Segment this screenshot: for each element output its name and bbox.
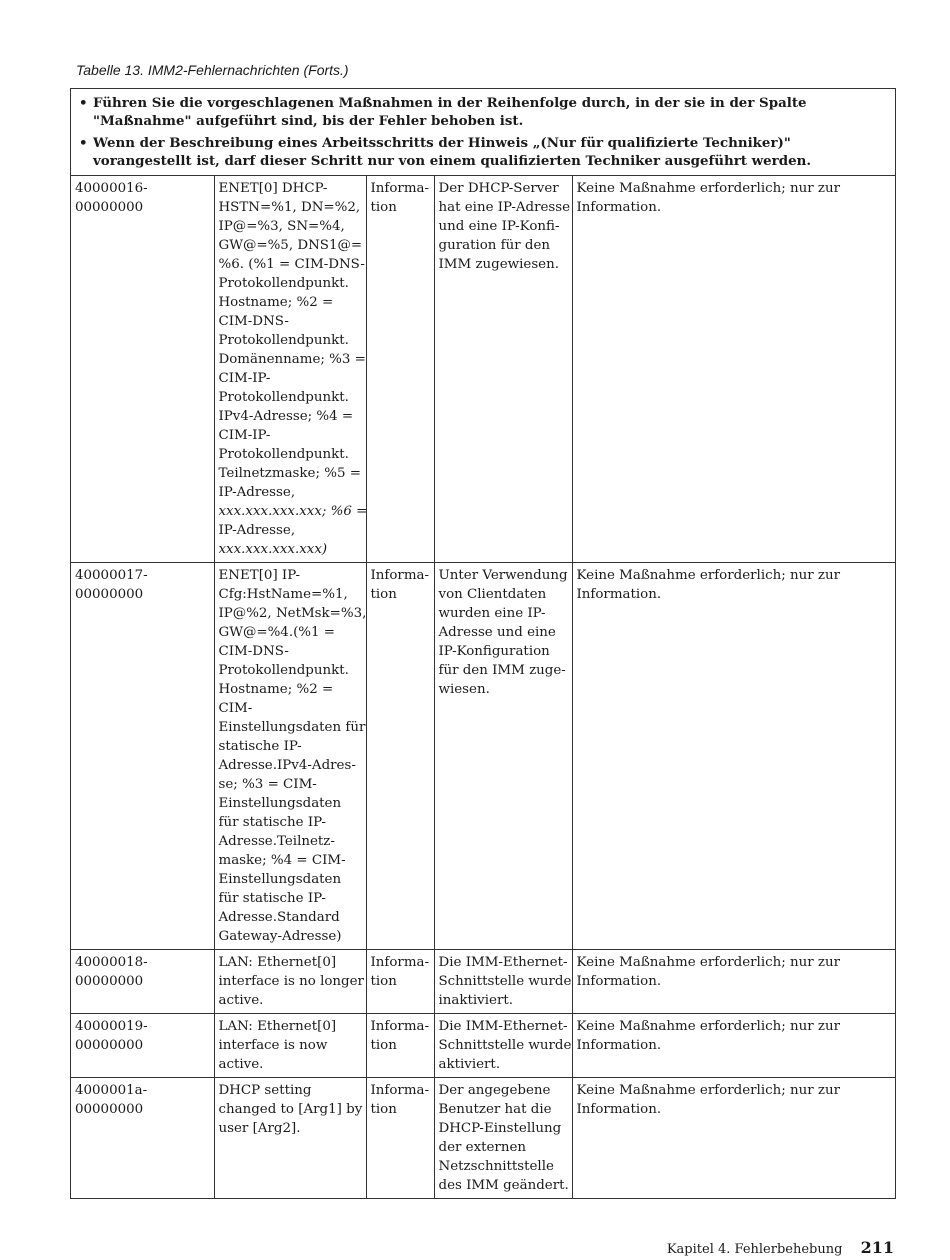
message-line: IP-Adresse,	[218, 485, 296, 500]
severity-line: Informa-	[370, 181, 430, 196]
message-line: GW@=%5, DNS1@=	[218, 238, 363, 253]
message-id-cell	[71, 950, 214, 1014]
action-cell	[572, 1014, 895, 1078]
description-cell	[434, 176, 572, 563]
message-line: für statische IP-	[218, 891, 326, 906]
description-line: Netzschnittstelle	[438, 1159, 554, 1174]
message-line: HSTN=%1, DN=%2,	[218, 200, 361, 215]
message-line: Domänenname; %3 =	[218, 352, 366, 367]
message-line: active.	[218, 1057, 264, 1072]
description-line: des IMM geändert.	[438, 1178, 569, 1193]
severity-cell	[366, 950, 434, 1014]
message-line: LAN: Ethernet[0]	[218, 955, 337, 970]
action-text: Keine Maßnahme erforderlich; nur zur Information.	[576, 181, 840, 215]
severity-line: tion	[370, 200, 397, 215]
message-id: 40000016-00000000	[75, 181, 148, 215]
description-line: wurden eine IP-	[438, 606, 546, 621]
description-line: inaktiviert.	[438, 993, 513, 1008]
message-line: se; %3 = CIM-	[218, 777, 317, 792]
description-cell	[434, 1078, 572, 1199]
message-line: ENET[0] DHCP-	[218, 181, 328, 196]
severity-line: tion	[370, 974, 397, 989]
message-line: für statische IP-	[218, 815, 326, 830]
severity-line: Informa-	[370, 1019, 430, 1034]
severity-cell	[366, 1014, 434, 1078]
description-cell	[434, 1014, 572, 1078]
message-line: IP@%2, NetMsk=%3,	[218, 606, 367, 621]
message-line: Protokollendpunkt.	[218, 390, 349, 405]
bullet-icon: •	[79, 95, 88, 111]
severity-line: Informa-	[370, 955, 430, 970]
description-line: wiesen.	[438, 682, 490, 697]
message-table	[71, 176, 895, 1198]
description-line: Schnittstelle wurde	[438, 1038, 572, 1053]
message-line: DHCP setting	[218, 1083, 312, 1098]
message-line: Protokollendpunkt.	[218, 447, 349, 462]
table-notes	[71, 89, 895, 176]
message-line: LAN: Ethernet[0]	[218, 1019, 337, 1034]
message-line: CIM-	[218, 701, 253, 716]
severity-cell	[366, 563, 434, 950]
message-line: Hostname; %2 =	[218, 682, 334, 697]
message-id: 40000019-00000000	[75, 1019, 148, 1053]
message-line: Gateway-Adresse)	[218, 929, 342, 944]
severity-line: Informa-	[370, 568, 430, 583]
action-cell	[572, 176, 895, 563]
action-text: Keine Maßnahme erforderlich; nur zur Information.	[576, 568, 840, 602]
description-line: für den IMM zuge-	[438, 663, 566, 678]
message-line: interface is now	[218, 1038, 328, 1053]
message-line: Hostname; %2 =	[218, 295, 334, 310]
message-line: xxx.xxx.xxx.xxx)	[218, 542, 328, 557]
message-id-cell	[71, 1078, 214, 1199]
action-cell	[572, 1078, 895, 1199]
table-row	[71, 1014, 895, 1078]
action-cell	[572, 950, 895, 1014]
message-id: 40000017-00000000	[75, 568, 148, 602]
message-line: %6. (%1 = CIM-DNS-	[218, 257, 365, 272]
message-line: Adresse.IPv4-Adres-	[218, 758, 356, 773]
action-text: Keine Maßnahme erforderlich; nur zur Information.	[576, 955, 840, 989]
page-number: 211	[860, 1238, 894, 1257]
message-line: Adresse.Teilnetz-	[218, 834, 335, 849]
message-text-cell	[214, 176, 366, 563]
description-cell	[434, 563, 572, 950]
table-row	[71, 1078, 895, 1199]
description-line: guration für den	[438, 238, 551, 253]
message-text-cell	[214, 563, 366, 950]
message-line: CIM-IP-	[218, 371, 271, 386]
description-line: von Clientdaten	[438, 587, 547, 602]
description-cell	[434, 950, 572, 1014]
severity-line: tion	[370, 1038, 397, 1053]
description-line: und eine IP-Konfi-	[438, 219, 560, 234]
severity-line: tion	[370, 587, 397, 602]
message-line: CIM-DNS-	[218, 314, 289, 329]
table-row	[71, 563, 895, 950]
message-line: changed to [Arg1] by	[218, 1102, 363, 1117]
message-line: Einstellungsdaten für	[218, 720, 366, 735]
bullet-icon: •	[79, 135, 88, 151]
message-id-cell	[71, 1014, 214, 1078]
severity-cell	[366, 1078, 434, 1199]
severity-line: tion	[370, 1102, 397, 1117]
description-line: IMM zugewiesen.	[438, 257, 559, 272]
description-line: Schnittstelle wurde	[438, 974, 572, 989]
severity-line: Informa-	[370, 1083, 430, 1098]
message-line: ENET[0] IP-	[218, 568, 301, 583]
message-line: Teilnetzmaske; %5 =	[218, 466, 361, 481]
description-line: Unter Verwendung	[438, 568, 568, 583]
message-line: interface is no longer	[218, 974, 364, 989]
message-line: Protokollendpunkt.	[218, 663, 349, 678]
message-line: Protokollendpunkt.	[218, 276, 349, 291]
message-text-cell	[214, 950, 366, 1014]
description-line: Die IMM-Ethernet-	[438, 1019, 568, 1034]
action-text: Keine Maßnahme erforderlich; nur zur Information.	[576, 1019, 840, 1053]
message-line: Einstellungsdaten	[218, 796, 342, 811]
message-line: CIM-IP-	[218, 428, 271, 443]
message-line: maske; %4 = CIM-	[218, 853, 346, 868]
message-line: statische IP-	[218, 739, 302, 754]
message-line: Cfg:HstName=%1,	[218, 587, 348, 602]
error-message-table	[70, 88, 896, 1199]
note-text: Führen Sie die vorgeschlagenen Maßnahmen in der Reihenfolge durch, in der sie in der Spalte "Maßnahme" aufgeführt sind, bis der Fehler behoben ist.	[93, 95, 807, 129]
message-id: 40000018-00000000	[75, 955, 148, 989]
message-line: IP-Adresse,	[218, 523, 296, 538]
message-text-cell	[214, 1078, 366, 1199]
description-line: Der angegebene	[438, 1083, 551, 1098]
table-caption: Tabelle 13. IMM2-Fehlernachrichten (Forts.)	[76, 62, 349, 78]
action-cell	[572, 563, 895, 950]
description-line: IP-Konfiguration	[438, 644, 550, 659]
description-line: hat eine IP-Adresse	[438, 200, 571, 215]
action-text: Keine Maßnahme erforderlich; nur zur Information.	[576, 1083, 840, 1117]
message-line: IPv4-Adresse; %4 =	[218, 409, 354, 424]
description-line: Der DHCP-Server	[438, 181, 559, 196]
description-line: Benutzer hat die	[438, 1102, 552, 1117]
message-line: Adresse.Standard	[218, 910, 340, 925]
message-text-cell	[214, 1014, 366, 1078]
note-item	[79, 94, 887, 130]
message-line: CIM-DNS-	[218, 644, 289, 659]
note-text: Wenn der Beschreibung eines Arbeitsschritts der Hinweis „(Nur für qualifizierte Techniker)" vorangestellt ist, darf dieser Schritt nur von einem qualifizierten Techniker ausgeführt werden.	[93, 135, 812, 169]
message-line: user [Arg2].	[218, 1121, 301, 1136]
message-id-cell	[71, 176, 214, 563]
description-line: der externen	[438, 1140, 527, 1155]
note-item	[79, 134, 887, 170]
message-line: IP@=%3, SN=%4,	[218, 219, 345, 234]
message-line: GW@=%4.(%1 =	[218, 625, 336, 640]
table-row	[71, 950, 895, 1014]
table-row	[71, 176, 895, 563]
chapter-label: Kapitel 4. Fehlerbehebung	[666, 1242, 843, 1257]
description-line: Adresse und eine	[438, 625, 556, 640]
description-line: aktiviert.	[438, 1057, 501, 1072]
message-line: Protokollendpunkt.	[218, 333, 349, 348]
message-id: 4000001a-00000000	[75, 1083, 148, 1117]
message-id-cell	[71, 563, 214, 950]
message-line: active.	[218, 993, 264, 1008]
page-footer	[667, 1238, 894, 1257]
description-line: Die IMM-Ethernet-	[438, 955, 568, 970]
message-line: Einstellungsdaten	[218, 872, 342, 887]
message-line: xxx.xxx.xxx.xxx; %6 =	[218, 504, 368, 519]
description-line: DHCP-Einstellung	[438, 1121, 562, 1136]
severity-cell	[366, 176, 434, 563]
